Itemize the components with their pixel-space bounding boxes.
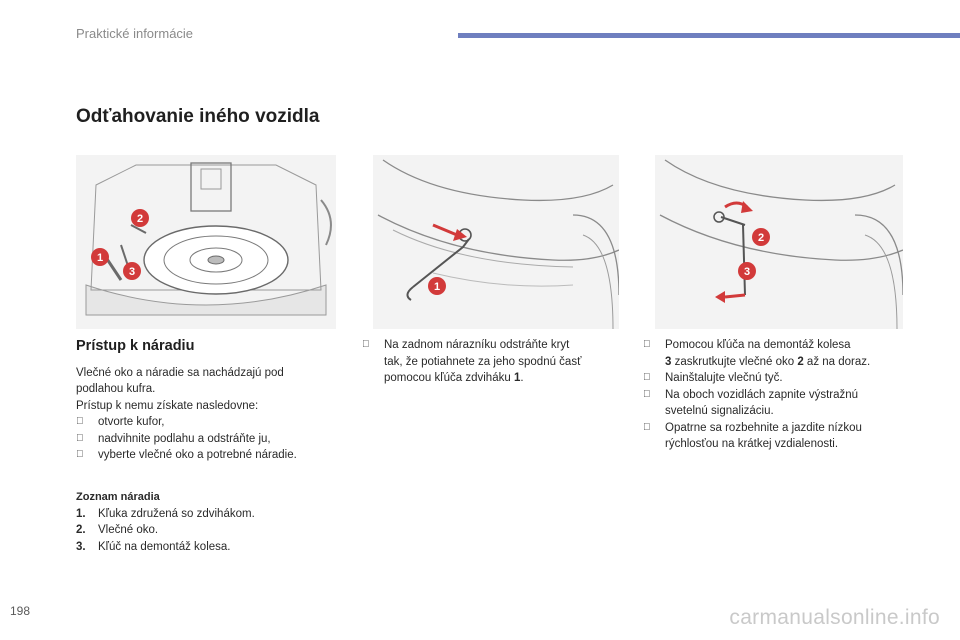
list-item: [643, 420, 905, 453]
list-item-text: otvorte kufor,: [98, 416, 165, 428]
ref-number: 3: [665, 355, 672, 368]
callout-2-label: 2: [757, 232, 765, 244]
watermark-text: carmanualsonline.info: [729, 606, 940, 629]
bullet-icon: [643, 420, 651, 437]
towing-eye-illustration: [655, 155, 903, 329]
list-item-line: tak, že potiahnete za jeho spodnú časť: [384, 355, 582, 368]
tool-number: 2.: [76, 524, 86, 536]
list-item-line-end: .: [520, 372, 524, 384]
list-item-line: Opatrne sa rozbehnite a jazdite nízkou: [665, 421, 862, 434]
towing-eye-drawing: [655, 155, 903, 329]
left-column: [76, 338, 338, 464]
section-heading: Prístup k náradiu: [76, 338, 195, 354]
list-item-line-end: až na doraz.: [803, 355, 871, 368]
list-item-line: Nainštalujte vlečnú tyč.: [665, 372, 783, 384]
tool-text: Kľuka združená so zdvihákom.: [98, 507, 255, 520]
list-item: [643, 337, 905, 370]
tool-text: Kľúč na demontáž kolesa.: [98, 540, 231, 553]
header-accent-bar: [458, 33, 960, 38]
bullet-icon: [362, 337, 370, 354]
bumper-illustration: [373, 155, 619, 329]
list-item-line: svetelnú signalizáciu.: [665, 405, 774, 417]
bullet-icon: [76, 447, 84, 464]
list-item: [643, 370, 905, 387]
list-item: [362, 337, 624, 387]
intro-line: podlahou kufra.: [76, 383, 156, 395]
list-item: [76, 414, 338, 431]
intro-line: Prístup k nemu získate nasledovne:: [76, 399, 259, 412]
callout-2-label: 2: [136, 213, 144, 225]
tool-item: [76, 539, 338, 556]
trunk-drawing: [76, 155, 336, 329]
bullet-icon: [76, 431, 84, 448]
list-item: [76, 431, 338, 448]
list-item-line: rýchlosťou na krátkej vzdialenosti.: [665, 438, 839, 450]
tool-item: [76, 522, 338, 539]
list-item-text: nadvihnite podlahu a odstráňte ju,: [98, 432, 271, 445]
page-number: 198: [10, 604, 31, 618]
bullet-icon: [76, 414, 84, 431]
tool-item: [76, 506, 338, 523]
ref-number: 2: [797, 355, 804, 368]
list-item-text: vyberte vlečné oko a potrebné náradie.: [98, 449, 297, 461]
callout-1-label: 1: [96, 252, 104, 264]
callout-3-label: 3: [743, 266, 751, 278]
ref-number: 1: [513, 372, 521, 384]
list-item: [643, 387, 905, 420]
bumper-drawing: [373, 155, 619, 329]
section-label: Praktické informácie: [76, 26, 194, 41]
tools-list-title: Zoznam náradia: [76, 491, 160, 503]
tool-number: 3.: [76, 540, 86, 553]
bullet-icon: [643, 337, 651, 354]
page-title: Odťahovanie iného vozidla: [76, 106, 320, 127]
callout-1-label: 1: [433, 281, 441, 293]
trunk-illustration: [76, 155, 336, 329]
list-item-line: Na oboch vozidlách zapnite výstražnú: [665, 388, 859, 401]
tool-text: Vlečné oko.: [98, 524, 159, 536]
right-column: [643, 337, 905, 453]
tool-number: 1.: [76, 507, 86, 520]
middle-column: [362, 337, 624, 387]
bullet-icon: [643, 370, 651, 387]
bullet-icon: [643, 387, 651, 404]
list-item-line: pomocou kľúča zdviháku: [384, 372, 514, 384]
callout-3-label: 3: [128, 266, 136, 278]
list-item-line: Pomocou kľúča na demontáž kolesa: [665, 339, 851, 351]
tools-list: [76, 489, 338, 555]
list-item: [76, 447, 338, 464]
list-item-line: Na zadnom nárazníku odstráňte kryt: [384, 339, 570, 351]
intro-line: Vlečné oko a náradie sa nachádzajú pod: [76, 366, 284, 379]
list-item-line: zaskrutkujte vlečné oko: [671, 355, 798, 368]
